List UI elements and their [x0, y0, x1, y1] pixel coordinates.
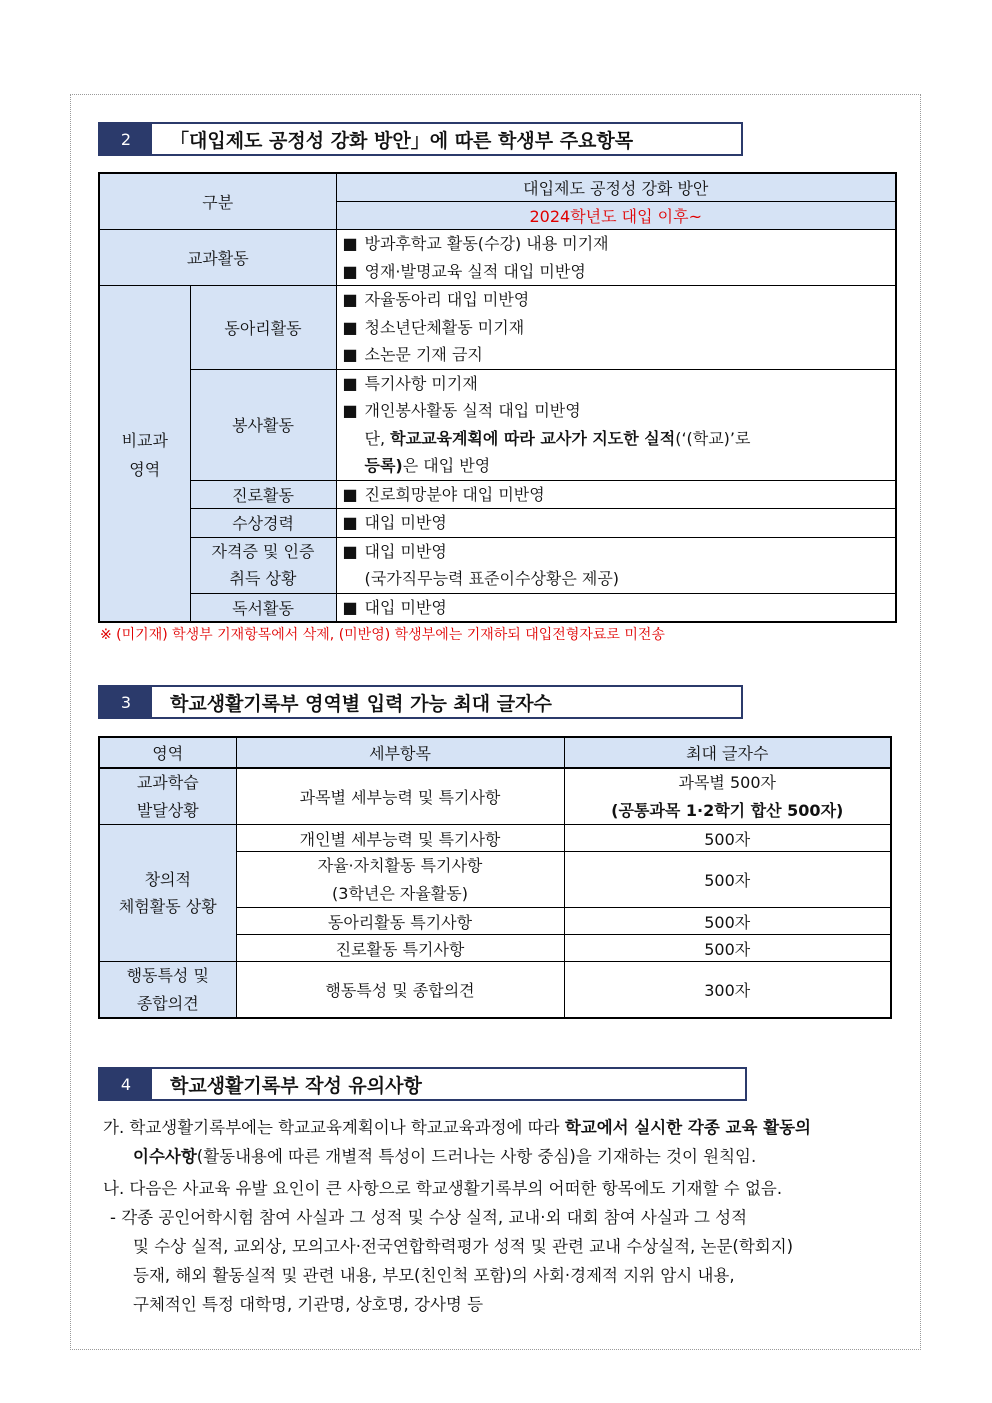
- max-cell: 500자: [564, 935, 891, 962]
- bullet-icon: ■: [342, 373, 358, 393]
- section-number: 2: [100, 124, 152, 154]
- bullet-icon: ■: [342, 401, 358, 420]
- row-label-bigyogwa: [99, 286, 190, 623]
- row-label-dokseo: 독서활동: [190, 593, 336, 622]
- section-title: 「대입제도 공정성 강화 방안」에 따른 학생부 주요항목: [170, 129, 634, 152]
- list-item-note: (국가직무능력 표준이수상황은 제공): [364, 569, 620, 588]
- section-3-header: [98, 685, 743, 719]
- max-cell: 500자: [564, 908, 891, 935]
- item-cell: 동아리활동 특기사항: [236, 908, 564, 935]
- section-number: 3: [100, 687, 152, 717]
- col-header: 최대 글자수: [564, 737, 891, 768]
- list-item: 소논문 기재 금지: [364, 345, 483, 364]
- max-cell: 과목별 500자 (공통과목 1·2학기 합산 500자): [564, 768, 891, 825]
- list-item: 특기사항 미기재: [364, 373, 478, 393]
- label-line: 영역: [129, 459, 161, 479]
- bullet-icon: ■: [342, 345, 358, 364]
- row-content-dokseo: [336, 593, 896, 622]
- row-label-jinro: 진로활동: [190, 480, 336, 509]
- bullet-icon: ■: [342, 290, 358, 309]
- section-title: 학교생활기록부 영역별 입력 가능 최대 글자수: [170, 692, 552, 715]
- row-content-bongsa: [336, 369, 896, 480]
- dash-item-cont: 및 수상 실적, 교외상, 모의고사·전국연합학력평가 성적 및 관련 교내 수상실적, 논문(학회지): [133, 1237, 794, 1256]
- list-item: 방과후학교 활동(수강) 내용 미기재: [364, 234, 609, 253]
- col-header: 세부항목: [236, 737, 564, 768]
- label-line: 취득 상황: [229, 569, 297, 588]
- label-line: 비교과: [121, 430, 168, 450]
- list-item: 대입 미반영: [364, 513, 447, 532]
- paragraph-ga: 가. 학교생활기록부에는 학교교육계획이나 학교교육과정에 따라 학교에서 실시한 각종 교육 활동의: [103, 1118, 811, 1137]
- list-item: 영재·발명교육 실적 대입 미반영: [364, 261, 586, 281]
- list-item: 진로희망분야 대입 미반영: [364, 484, 545, 504]
- area-cell: 창의적 체험활동 상황: [99, 825, 236, 962]
- section-2-header: [98, 122, 743, 156]
- col-header: 영역: [99, 737, 236, 768]
- list-item: 대입 미반영: [364, 541, 447, 561]
- bullet-icon: ■: [342, 541, 358, 561]
- area-cell: 교과학습 발달상황: [99, 768, 236, 825]
- dash-item-cont: 등재, 해외 활동실적 및 관련 내용, 부모(친인척 포함)의 사회·경제적 지위 암시 내용,: [133, 1266, 735, 1285]
- item-cell: 자율·자치활동 특기사항 (3학년은 자율활동): [236, 852, 564, 908]
- paragraph-na: 나. 다음은 사교육 유발 요인이 큰 사항으로 학교생활기록부의 어떠한 항목에도 기재할 수 없음.: [103, 1179, 783, 1198]
- row-label-dongari: 동아리활동: [190, 286, 336, 370]
- section-title: 학교생활기록부 작성 유의사항: [170, 1074, 422, 1097]
- list-item: 대입 미반영: [364, 597, 447, 617]
- row-label-gyogwa: 교과활동: [99, 230, 336, 286]
- header-year: 2024학년도 대입 이후~: [336, 202, 896, 230]
- item-cell: 과목별 세부능력 및 특기사항: [236, 768, 564, 825]
- header-category: 구분: [99, 173, 336, 230]
- item-cell: 진로활동 특기사항: [236, 935, 564, 962]
- char-limit-table: [98, 736, 892, 1019]
- list-item: 청소년단체활동 미기재: [364, 317, 525, 337]
- row-label-bongsa: 봉사활동: [190, 369, 336, 480]
- list-item-note: 단, 학교교육계획에 따라 교사가 지도한 실적(‘(학교)’로: [364, 428, 751, 448]
- header-policy: 대입제도 공정성 강화 방안: [336, 173, 896, 202]
- footnote: ※ (미기재) 학생부 기재항목에서 삭제, (미반영) 학생부에는 기재하되 대입전형자료로 미전송: [100, 627, 665, 643]
- admission-policy-table: [98, 172, 897, 623]
- paragraph-ga-cont: 이수사항(활동내용에 따른 개별적 특성이 드러나는 사항 중심)을 기재하는 것이 원칙임.: [133, 1147, 757, 1166]
- max-cell: 500자: [564, 825, 891, 852]
- row-content-jagyeok: [336, 537, 896, 593]
- item-cell: 행동특성 및 종합의견: [236, 962, 564, 1019]
- row-content-dongari: [336, 286, 896, 370]
- list-item: 자율동아리 대입 미반영: [364, 290, 530, 309]
- row-content-susang: [336, 509, 896, 538]
- section-4-header: [98, 1067, 747, 1101]
- bullet-icon: ■: [342, 513, 358, 532]
- list-item: 개인봉사활동 실적 대입 미반영: [364, 401, 581, 420]
- dash-item: - 각종 공인어학시험 참여 사실과 그 성적 및 수상 실적, 교내·외 대회 참여 사실과 그 성적: [110, 1208, 748, 1227]
- list-item-note: 등록)은 대입 반영: [364, 456, 491, 475]
- bullet-icon: ■: [342, 484, 358, 504]
- bullet-icon: ■: [342, 317, 358, 337]
- item-cell: 개인별 세부능력 및 특기사항: [236, 825, 564, 852]
- row-label-jagyeok: [190, 537, 336, 593]
- max-cell: 300자: [564, 962, 891, 1019]
- dash-item-cont: 구체적인 특정 대학명, 기관명, 상호명, 강사명 등: [133, 1295, 484, 1314]
- area-cell: 행동특성 및 종합의견: [99, 962, 236, 1019]
- bullet-icon: ■: [342, 234, 358, 253]
- row-content-gyogwa: [336, 230, 896, 286]
- bullet-icon: ■: [342, 261, 358, 281]
- row-content-jinro: [336, 480, 896, 509]
- label-line: 자격증 및 인증: [211, 541, 315, 561]
- row-label-susang: 수상경력: [190, 509, 336, 538]
- bullet-icon: ■: [342, 597, 358, 617]
- max-cell: 500자: [564, 852, 891, 908]
- section-number: 4: [100, 1069, 152, 1099]
